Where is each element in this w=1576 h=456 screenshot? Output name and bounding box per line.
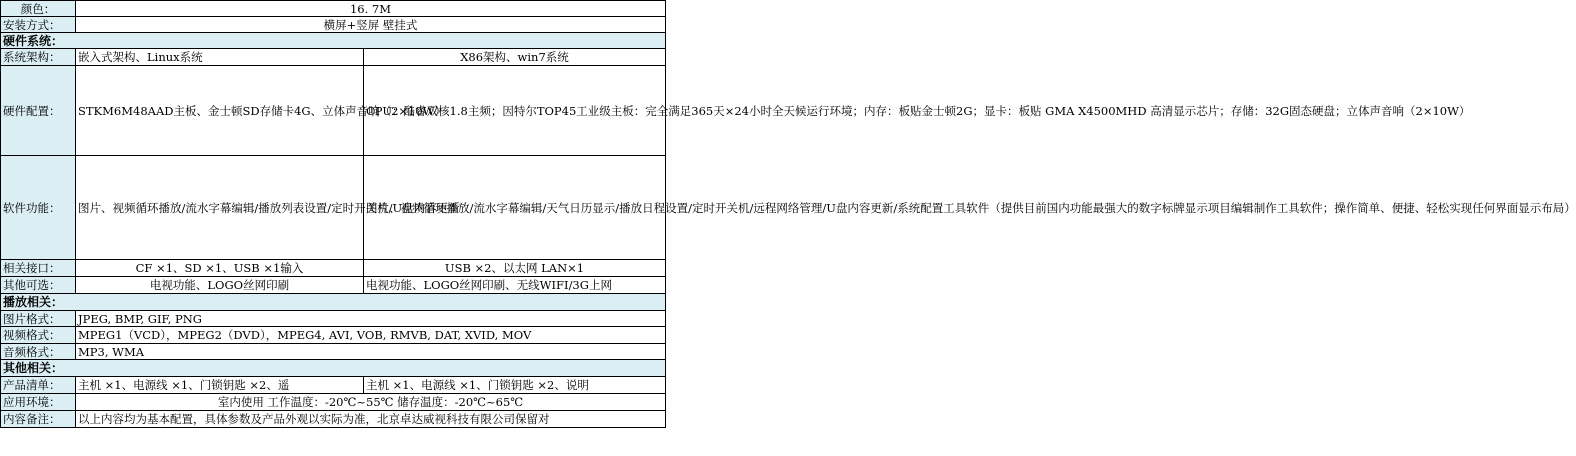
row-options	[1, 277, 666, 294]
value-note: 以上内容均为基本配置，具体参数及产品外观以实际为准，北京卓达威视科技有限公司保留对	[76, 411, 666, 428]
value-color: 16. 7M	[76, 1, 666, 17]
row-hardware-config	[1, 66, 666, 156]
label-image-format: 图片格式：	[1, 311, 76, 327]
arch-advanced: X86架构、win7系统	[364, 49, 666, 66]
arch-basic: 嵌入式架构、Linux系统	[76, 49, 364, 66]
section-other	[1, 360, 666, 377]
label-packing: 产品清单：	[1, 377, 76, 394]
label-software: 软件功能：	[1, 156, 76, 260]
value-audio-format: MP3, WMA	[76, 344, 666, 360]
label-hardware-config: 硬件配置：	[1, 66, 76, 156]
row-video-format	[1, 327, 666, 344]
ports-advanced: USB ×2、以太网 LAN×1	[364, 260, 666, 277]
label-options: 其他可选：	[1, 277, 76, 294]
label-install: 安装方式：	[1, 17, 76, 33]
packing-advanced: 主机 ×1、电源线 ×1、门锁钥匙 ×2、说明	[364, 377, 666, 394]
options-basic: 电视功能、LOGO丝网印刷	[76, 277, 364, 294]
row-ports	[1, 260, 666, 277]
row-audio-format	[1, 344, 666, 360]
hardware-config-advanced: CPU：酷睿双核1.8主频；因特尔TOP45工业级主板：完全满足365天×24小时全天候运行环境；内存：板贴金士顿2G；显卡：板贴 GMA X4500MHD 高清显示芯片；存储：32G固态硬盘；立体声音响（2×10W）	[364, 66, 666, 156]
label-environment: 应用环境：	[1, 394, 76, 411]
row-image-format	[1, 311, 666, 327]
label-audio-format: 音频格式：	[1, 344, 76, 360]
value-install: 横屏+竖屏 壁挂式	[76, 17, 666, 33]
row-packing	[1, 377, 666, 394]
packing-basic: 主机 ×1、电源线 ×1、门锁钥匙 ×2、遥	[76, 377, 364, 394]
hardware-config-basic: STKM6M48AAD主板、金士顿SD存储卡4G、立体声音响（2×10W）	[76, 66, 364, 156]
row-environment	[1, 394, 666, 411]
section-playback	[1, 294, 666, 311]
row-color	[1, 1, 666, 17]
ports-basic: CF ×1、SD ×1、USB ×1输入	[76, 260, 364, 277]
row-arch	[1, 49, 666, 66]
label-note: 内容备注：	[1, 411, 76, 428]
section-hardware	[1, 33, 666, 49]
value-environment: 室内使用 工作温度：-20℃~55℃ 储存温度：-20℃~65℃	[76, 394, 666, 411]
section-title-other: 其他相关：	[1, 360, 666, 377]
label-video-format: 视频格式：	[1, 327, 76, 344]
options-advanced: 电视功能、LOGO丝网印刷、无线WIFI/3G上网	[364, 277, 666, 294]
row-software	[1, 156, 666, 260]
section-title-playback: 播放相关：	[1, 294, 666, 311]
value-image-format: JPEG, BMP, GIF, PNG	[76, 311, 666, 327]
label-color: 颜色：	[1, 1, 76, 17]
row-note	[1, 411, 666, 428]
label-ports: 相关接口：	[1, 260, 76, 277]
software-advanced: 图片、视频循环播放/流水字幕编辑/天气日历显示/播放日程设置/定时开关机/远程网络管理/U盘内容更新/系统配置工具软件（提供目前国内功能最强大的数字标牌显示项目编辑制作工具软件；操作简单、便捷、轻松实现任何界面显示布局）	[364, 156, 666, 260]
value-video-format: MPEG1（VCD），MPEG2（DVD），MPEG4, AVI, VOB, RMVB, DAT, XVID, MOV	[76, 327, 666, 344]
row-install	[1, 17, 666, 33]
software-basic: 图片、视频循环播放/流水字幕编辑/播放列表设置/定时开关机/U盘内容更新	[76, 156, 364, 260]
section-title-hardware: 硬件系统：	[1, 33, 666, 49]
label-arch: 系统架构：	[1, 49, 76, 66]
